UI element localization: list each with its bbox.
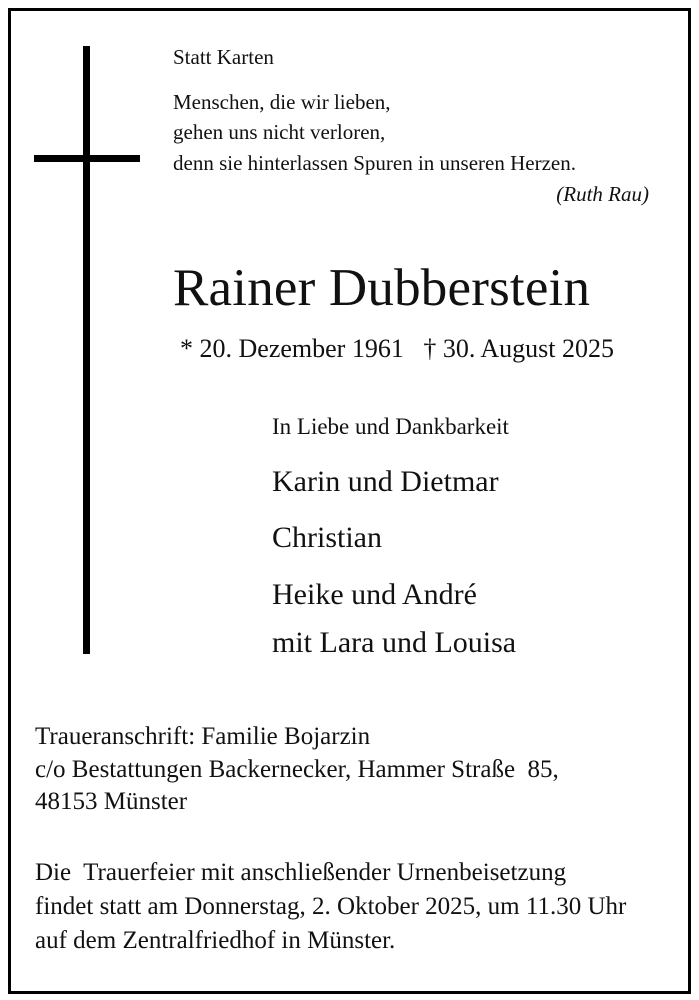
mourner-line-3: Heike und André [272,578,477,611]
service-line-3: auf dem Zentralfriedhof in Münster. [35,927,396,954]
cross-vertical-bar [83,46,90,654]
mourner-line-4: mit Lara und Louisa [272,626,517,659]
service-line-1: Die Trauerfeier mit anschließender Urnenbeisetzung [35,859,567,886]
service-line-2: findet statt am Donnerstag, 2. Oktober 2025, um 11.30 Uhr [35,893,627,920]
address-line-3: 48153 Münster [35,788,188,815]
address-line-1: Traueranschrift: Familie Bojarzin [35,723,371,750]
poem-line-3: denn sie hinterlassen Spuren in unseren Herzen. [173,151,576,175]
mourner-line-1: Karin und Dietmar [272,465,499,498]
mourners-intro: In Liebe und Dankbarkeit [272,414,509,439]
address-line-2: c/o Bestattungen Backernecker, Hammer Straße 85, [35,756,559,783]
poem-author: (Ruth Rau) [556,182,649,206]
deceased-name: Rainer Dubberstein [173,259,591,317]
cross-horizontal-bar [34,155,140,162]
poem-line-1: Menschen, die wir lieben, [173,90,391,114]
life-dates: * 20. Dezember 1961 † 30. August 2025 [180,334,615,363]
mourner-line-2: Christian [272,521,382,554]
poem-line-2: gehen uns nicht verloren, [173,120,386,144]
notice-heading: Statt Karten [173,45,274,69]
